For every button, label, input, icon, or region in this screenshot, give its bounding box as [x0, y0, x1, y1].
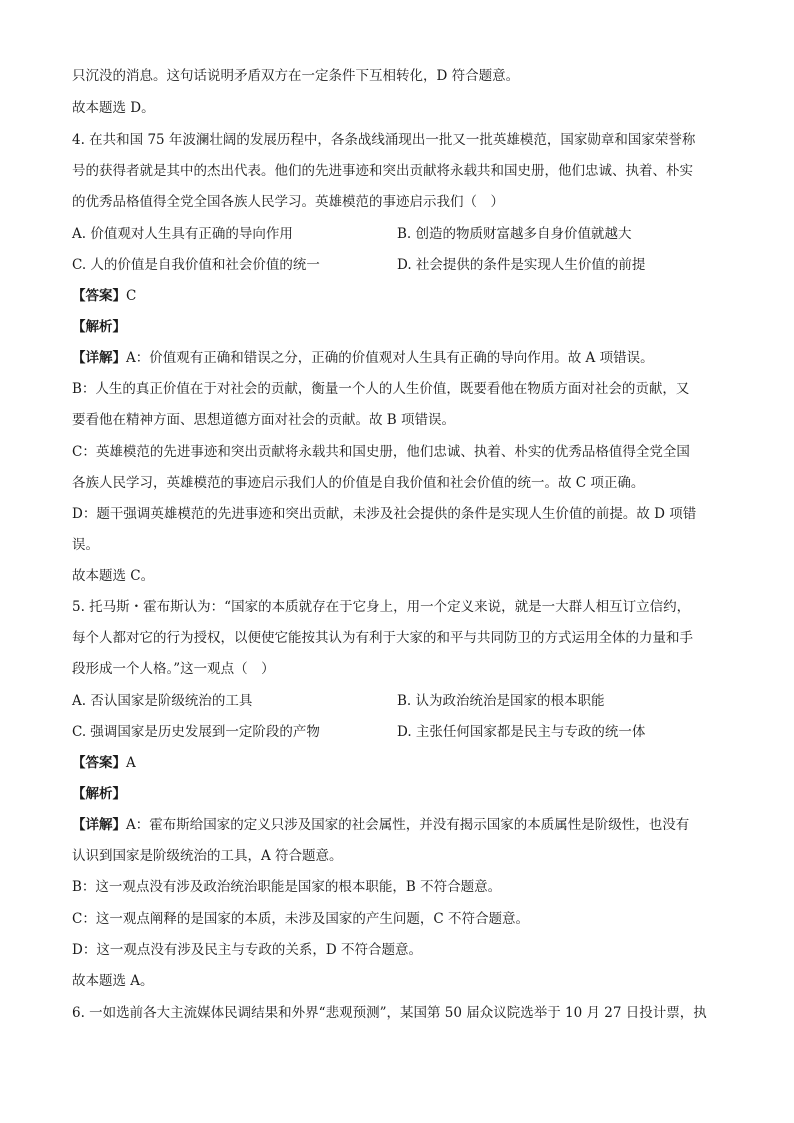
text-line: C：英雄模范的先进事迹和突出贡献将永载共和国史册，他们忠诚、执着、朴实的优秀品格值得全党全国 [72, 444, 690, 460]
detail-tag: 【详解】 [72, 350, 126, 366]
q4-option-d: D. 社会提供的条件是实现人生价值的前提 [397, 257, 646, 273]
answer-value: C [126, 288, 137, 304]
question-5-stem: 每个人都对它的行为授权，以便使它能按其认为有利于大家的和平与共同防卫的方式运用全体的力量和手 [72, 630, 693, 646]
detail-tag: 【详解】 [72, 817, 126, 833]
answer-tag: 【答案】 [72, 755, 126, 771]
q4-answer [72, 286, 722, 306]
text-line: D：题干强调英雄模范的先进事迹和突出贡献，未涉及社会提供的条件是实现人生价值的前提。故 D 项错 [72, 506, 697, 522]
question-4-stem: 4. 在共和国 75 年波澜壮阔的发展历程中，各条战线涌现出一批又一批英雄模范，国家勋章和国家荣誉称 [72, 132, 696, 148]
text-line: C：这一观点阐释的是国家的本质，未涉及国家的产生问题，C 不符合题意。 [72, 911, 529, 927]
q5-detail [72, 815, 722, 835]
text-line: 各族人民学习，英雄模范的事迹启示我们人的价值是自我价值和社会价值的统一。故 C 项正确。 [72, 475, 645, 491]
question-4-stem: 的优秀品格值得全党全国各族人民学习。英雄模范的事迹启示我们（ ） [72, 194, 504, 210]
answer-tag: 【答案】 [72, 288, 126, 304]
q5-option-c: C. 强调国家是历史发展到一定阶段的产物 [72, 724, 320, 740]
question-6-stem: 6. 一如选前各大主流媒体民调结果和外界“悲观预测”，某国第 50 届众议院选举于 10 月 27 日投计票，执 [72, 1005, 707, 1021]
q5-option-a: A. 否认国家是阶级统治的工具 [72, 693, 253, 709]
q4-analysis-heading [72, 317, 722, 337]
text-line: B：这一观点没有涉及政治统治职能是国家的根本职能，B 不符合题意。 [72, 879, 502, 895]
text-line: 故本题选 C。 [72, 568, 155, 584]
text-line: 故本题选 A。 [72, 973, 154, 989]
text-line: 只沉没的消息。这句话说明矛盾双方在一定条件下互相转化，D 符合题意。 [72, 68, 520, 84]
analysis-tag: 【解析】 [72, 319, 126, 335]
text-line: 认识到国家是阶级统治的工具，A 符合题意。 [72, 848, 343, 864]
text-line: 误。 [72, 537, 99, 553]
answer-value: A [126, 755, 136, 771]
detail-text: A：霍布斯给国家的定义只涉及国家的社会属性，并没有揭示国家的本质属性是阶级性，也没有 [126, 817, 690, 833]
q5-answer [72, 753, 722, 773]
question-5-stem: 段形成一个人格。”这一观点（ ） [72, 661, 275, 677]
q4-detail [72, 348, 722, 368]
text-line: 要看他在精神方面、思想道德方面对社会的贡献。故 B 项错误。 [72, 412, 456, 428]
q4-option-a: A. 价值观对人生具有正确的导向作用 [72, 226, 293, 242]
text-line: 故本题选 D。 [72, 100, 155, 116]
q5-option-b: B. 认为政治统治是国家的根本职能 [397, 693, 605, 709]
question-5-stem: 5. 托马斯・霍布斯认为：“国家的本质就存在于它身上，用一个定义来说，就是一大群人相互订立信约， [72, 599, 691, 615]
q4-option-c: C. 人的价值是自我价值和社会价值的统一 [72, 257, 320, 273]
question-4-stem: 号的获得者就是其中的杰出代表。他们的先进事迹和突出贡献将永载共和国史册，他们忠诚、执着、朴实 [72, 163, 693, 179]
text-line: B：人生的真正价值在于对社会的贡献，衡量一个人的人生价值，既要看他在物质方面对社会的贡献，又 [72, 381, 690, 397]
q5-analysis-heading [72, 784, 722, 804]
analysis-tag: 【解析】 [72, 786, 126, 802]
q4-option-b: B. 创造的物质财富越多自身价值就越大 [397, 226, 632, 242]
text-line: D：这一观点没有涉及民主与专政的关系，D 不符合题意。 [72, 942, 422, 958]
q5-option-d: D. 主张任何国家都是民主与专政的统一体 [397, 724, 646, 740]
detail-text: A：价值观有正确和错误之分，正确的价值观对人生具有正确的导向作用。故 A 项错误。 [126, 350, 654, 366]
